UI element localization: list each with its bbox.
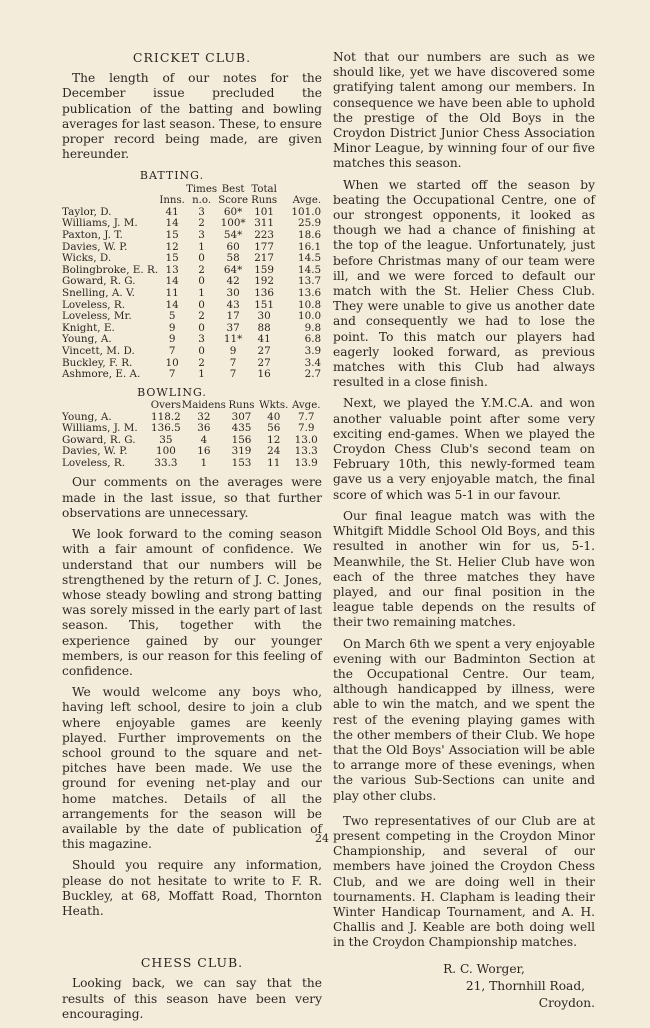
bowling-cell: 11 bbox=[267, 456, 281, 469]
player-name: Bolingbroke, E. R. bbox=[62, 263, 159, 276]
batting-cell: 30 bbox=[226, 286, 240, 299]
signature-address-line1: 21, Thornhill Road, bbox=[465, 978, 585, 993]
batting-cell: 41 bbox=[257, 333, 271, 346]
bowling-cell: 40 bbox=[267, 410, 281, 423]
signature-block bbox=[373, 961, 595, 1012]
batting-cell: 101 bbox=[254, 205, 275, 218]
chess-club-heading: CHESS CLUB. bbox=[140, 955, 244, 971]
batting-cell: 3.4 bbox=[304, 356, 322, 369]
batting-cell: 3.9 bbox=[304, 344, 322, 357]
batting-cell: 15 bbox=[165, 229, 179, 241]
bowling-cell: 24 bbox=[267, 445, 281, 458]
batting-cell: 27 bbox=[257, 356, 271, 369]
signature-address-line2: Croydon. bbox=[538, 995, 595, 1010]
player-name: Goward, R. G. bbox=[62, 433, 136, 446]
batting-cell: 2 bbox=[198, 263, 205, 276]
batting-cell: 7 bbox=[229, 368, 237, 381]
bowling-cell: 32 bbox=[197, 410, 211, 423]
batting-cell: 0 bbox=[198, 298, 205, 311]
batting-cell: 10.0 bbox=[297, 310, 322, 323]
batting-cell: 2 bbox=[198, 217, 205, 230]
batting-cell: 2 bbox=[198, 310, 205, 323]
batting-cell: 14 bbox=[165, 275, 179, 288]
batting-cell: 11* bbox=[223, 333, 243, 346]
bowling-cell: 1 bbox=[200, 456, 208, 469]
batting-cell: 7 bbox=[168, 368, 176, 381]
batting-cell: 13.7 bbox=[297, 275, 322, 288]
batting-cell: 6.8 bbox=[304, 333, 322, 346]
batting-cell: 0 bbox=[198, 321, 205, 334]
bowling-cell: 4 bbox=[200, 433, 208, 446]
batting-cell: 13.6 bbox=[297, 286, 322, 299]
batting-row bbox=[62, 369, 321, 381]
batting-cell: 11 bbox=[165, 286, 179, 299]
player-name: Davies, W. P. bbox=[62, 240, 128, 253]
batting-cell: 16 bbox=[257, 368, 271, 381]
batting-cell: 14.5 bbox=[297, 263, 322, 276]
batting-cell: 223 bbox=[254, 229, 275, 241]
batting-cell: 18.6 bbox=[297, 229, 322, 241]
batting-cell: 25.9 bbox=[297, 217, 322, 230]
batting-cell: 192 bbox=[254, 275, 275, 288]
batting-cell: 177 bbox=[254, 240, 275, 253]
batting-cell: 41 bbox=[165, 205, 179, 218]
bowling-cell: 16 bbox=[197, 445, 211, 458]
bowling-cell: 7.7 bbox=[297, 410, 315, 423]
bowling-row bbox=[62, 458, 322, 470]
batting-cell: 0 bbox=[198, 252, 205, 265]
bowling-cell: 7.9 bbox=[297, 422, 315, 435]
bowling-cell: 435 bbox=[231, 422, 252, 435]
batting-row bbox=[62, 346, 321, 358]
bowling-cell: 319 bbox=[231, 445, 252, 458]
batting-cell: 2.7 bbox=[304, 368, 322, 381]
batting-cell: 151 bbox=[254, 298, 275, 311]
cricket-club-heading: CRICKET CLUB. bbox=[132, 50, 252, 65]
batting-header-top: Times Best Total bbox=[186, 183, 277, 195]
right-column bbox=[333, 50, 595, 1012]
batting-cell: 17 bbox=[226, 310, 240, 323]
batting-table bbox=[62, 184, 321, 381]
left-column bbox=[62, 50, 322, 1028]
batting-cell: 2 bbox=[198, 356, 205, 369]
player-name: Young, A. bbox=[62, 333, 112, 346]
batting-cell: 7 bbox=[229, 356, 237, 369]
batting-row bbox=[62, 288, 321, 300]
batting-cell: 60 bbox=[226, 240, 240, 253]
batting-cell: 217 bbox=[254, 252, 275, 265]
bowling-cell: 307 bbox=[231, 410, 252, 423]
bowling-cell: 12 bbox=[267, 433, 281, 446]
player-name: Wicks, D. bbox=[62, 252, 112, 265]
player-name: Buckley, F. R. bbox=[62, 356, 133, 369]
batting-cell: 136 bbox=[254, 286, 275, 299]
bowling-table bbox=[62, 400, 322, 470]
bowling-cell: 13.0 bbox=[294, 433, 318, 446]
batting-cell: 1 bbox=[198, 286, 205, 299]
bowling-cell: 100 bbox=[156, 445, 176, 458]
bowling-cell: 136.5 bbox=[151, 422, 181, 435]
batting-title: BATTING. bbox=[139, 169, 205, 183]
batting-cell: 30 bbox=[257, 310, 271, 323]
player-name: Goward, R. G. bbox=[62, 275, 136, 288]
welcome-paragraph: We would welcome any boys who, having left school, desire to join a club where enjoyable games are keenly played. Further improvements on the school ground to the square and net-pitches have been made. We use the ground for evening net-play and our home matches. Details of all the arrangements for the season will be available by the date of publication of this magazine. bbox=[62, 685, 322, 852]
bowling-cell: 33.3 bbox=[154, 456, 178, 469]
player-name: Taylor, D. bbox=[62, 205, 112, 218]
batting-cell: 1 bbox=[198, 240, 205, 253]
batting-cell: 16.1 bbox=[297, 240, 322, 253]
bowling-cell: 13.9 bbox=[294, 456, 318, 469]
player-name: Snelling, A. V. bbox=[62, 286, 135, 299]
batting-row bbox=[62, 230, 321, 242]
player-name: Loveless, R. bbox=[62, 298, 126, 311]
player-name: Williams, J. M. bbox=[62, 217, 138, 230]
batting-cell: 42 bbox=[226, 275, 240, 288]
chess-para-badminton: On March 6th we spent a very enjoyable evening with our Badminton Section at the Occupational Centre. Our team, although handicapped by illness, were able to win the match, and we spent the rest of the evening playing games with the other members of their Club. We hope that the Old Boys' Association will be able to arrange more of these evenings, when the various Sub-Sections can unite and play other clubs. bbox=[333, 636, 595, 803]
batting-row bbox=[62, 311, 321, 323]
averages-comment: Our comments on the averages were made in the last issue, so that further observations are unnecessary. bbox=[62, 475, 322, 520]
chess-para-talent: Not that our numbers are such as we should like, yet we have discovered some gratifying talent among our members. In consequence we have been able to uphold the prestige of the Old Boys in the Croydon District Junior Chess Association Minor League, by winning four of our five matches this season. bbox=[333, 50, 595, 171]
batting-cell: 43 bbox=[226, 298, 240, 311]
batting-cell: 1 bbox=[198, 368, 205, 381]
player-name: Loveless, R. bbox=[62, 456, 126, 469]
player-name: Loveless, Mr. bbox=[62, 310, 132, 323]
batting-cell: 9 bbox=[168, 333, 176, 346]
cricket-intro: The length of our notes for the December issue precluded the publication of the batting and bowling averages for last season. These, to ensure proper record being made, are given hereunder. bbox=[62, 71, 322, 162]
batting-cell: 3 bbox=[198, 205, 205, 218]
batting-cell: 5 bbox=[168, 310, 176, 323]
batting-cell: 88 bbox=[257, 321, 271, 334]
player-name: Knight, E. bbox=[62, 321, 115, 334]
batting-cell: 58 bbox=[226, 252, 240, 265]
bowling-cell: 153 bbox=[231, 456, 252, 469]
batting-cell: 7 bbox=[168, 344, 176, 357]
signature-name: R. C. Worger, bbox=[443, 961, 525, 976]
batting-cell: 9 bbox=[229, 344, 237, 357]
bowling-cell: 13.3 bbox=[294, 445, 318, 458]
chess-para-season-start: When we started off the season by beating the Occupational Centre, one of our strongest opponents, it looked as though we had a chance of finishing at the top of the league. Unfortunately, just before Christmas many of our team were ill, and we were forced to default our match with the St. Helier Chess Club. They were unable to give us another date and consequently we had to lose the point. To this match our players had eagerly looked forward, as previous matches with this Club had always resulted in a close finish. bbox=[333, 177, 595, 390]
bowling-title: BOWLING. bbox=[137, 385, 207, 399]
batting-cell: 10 bbox=[165, 356, 179, 369]
season-outlook: We look forward to the coming season with a fair amount of confidence. We understand that our numbers will be strengthened by the return of J. C. Jones, whose steady bowling and strong batting was sorely missed in the early part of last season. This, together with the experience gained by our younger members, is our reason for this feeling of confidence. bbox=[62, 527, 322, 678]
batting-cell: 15 bbox=[165, 252, 179, 265]
player-name: Young, A. bbox=[62, 410, 112, 423]
bowling-row bbox=[62, 423, 322, 435]
player-name: Paxton, J. T. bbox=[62, 229, 123, 241]
batting-cell: 60* bbox=[223, 205, 243, 218]
player-name: Davies, W. P. bbox=[62, 445, 128, 458]
chess-intro: Looking back, we can say that the results of this season have been very encouraging. bbox=[62, 976, 322, 1021]
batting-cell: 14 bbox=[165, 217, 179, 230]
batting-cell: 27 bbox=[257, 344, 271, 357]
bowling-cell: 56 bbox=[267, 422, 281, 435]
batting-cell: 0 bbox=[198, 275, 205, 288]
batting-cell: 3 bbox=[198, 333, 205, 346]
chess-para-representatives: Two representatives of our Club are at present competing in the Croydon Minor Championship, and several of our members have joined the Croydon Chess Club, and we are doing well in their tournaments. H. Clapham is leading their Winter Handicap Tournament, and A. H. Challis and J. Keable are both doing well in the Croydon Championship matches. bbox=[333, 813, 595, 950]
bowling-rows bbox=[62, 412, 322, 470]
batting-cell: 10.8 bbox=[297, 298, 322, 311]
batting-cell: 54* bbox=[223, 229, 243, 241]
batting-cell: 0 bbox=[198, 344, 205, 357]
batting-cell: 37 bbox=[226, 321, 240, 334]
player-name: Ashmore, E. A. bbox=[62, 368, 141, 381]
batting-cell: 3 bbox=[198, 229, 205, 241]
batting-cell: 14.5 bbox=[297, 252, 322, 265]
batting-cell: 13 bbox=[165, 263, 179, 276]
batting-rows bbox=[62, 207, 321, 381]
batting-header: Inns. n.o. Score Runs Avge. bbox=[159, 195, 322, 207]
batting-cell: 311 bbox=[254, 217, 275, 230]
player-name: Williams, J. M. bbox=[62, 422, 138, 435]
batting-cell: 12 bbox=[165, 240, 179, 253]
bowling-cell: 156 bbox=[231, 433, 252, 446]
bowling-cell: 36 bbox=[197, 422, 211, 435]
chess-para-ymca: Next, we played the Y.M.C.A. and won another valuable point after some very exciting end-games. When we played the Croydon Chess Club's second team on February 10th, this newly-formed team gave us a very enjoyable match, the final score of which was 5-1 in our favour. bbox=[333, 396, 595, 502]
bowling-header: Overs Maidens Runs Wkts. Avge. bbox=[150, 399, 321, 411]
batting-cell: 14 bbox=[165, 298, 179, 311]
bowling-cell: 35 bbox=[159, 433, 173, 446]
chess-para-final-match: Our final league match was with the Whitgift Middle School Old Boys, and this resulted in another win for us, 5-1. Meanwhile, the St. Helier Club have won each of the three matches they have played, and our final position in the league table depends on the results of their two remaining matches. bbox=[333, 508, 595, 630]
batting-cell: 101.0 bbox=[291, 205, 322, 218]
batting-cell: 64* bbox=[223, 263, 243, 276]
page-number: 24 bbox=[315, 832, 329, 845]
bowling-cell: 118.2 bbox=[151, 410, 181, 423]
batting-cell: 9 bbox=[168, 321, 176, 334]
batting-cell: 9.8 bbox=[304, 321, 322, 334]
player-name: Vincett, M. D. bbox=[62, 344, 135, 357]
batting-cell: 159 bbox=[254, 263, 275, 276]
batting-cell: 100* bbox=[220, 217, 246, 230]
contact-paragraph: Should you require any information, please do not hesitate to write to F. R. Buckley, at 68, Moffatt Road, Thornton Heath. bbox=[62, 858, 322, 918]
